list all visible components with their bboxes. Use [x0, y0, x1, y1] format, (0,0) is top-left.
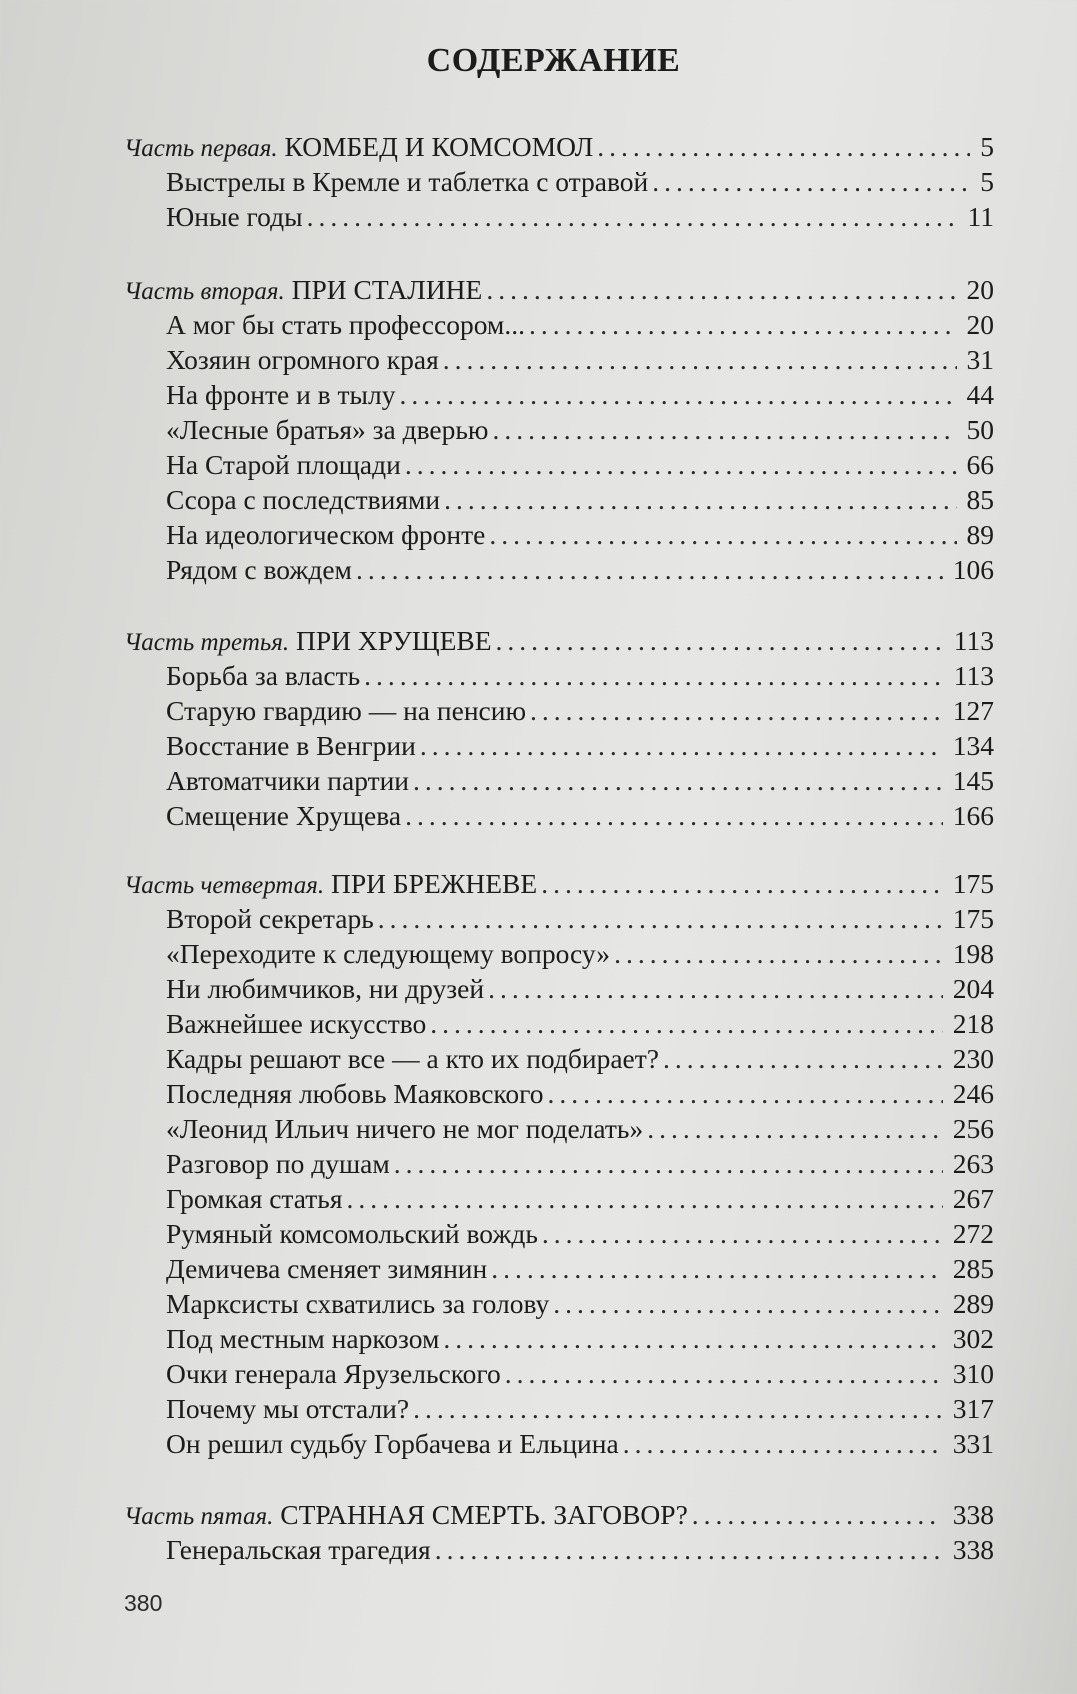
chapter-title: Марксисты схватились за голову [166, 1288, 550, 1319]
part-title: ПРИ БРЕЖНЕВЕ [324, 868, 538, 899]
page-ref: 11 [967, 201, 994, 232]
page-ref: 166 [952, 800, 994, 831]
chapter-entry [166, 1393, 994, 1429]
part-heading [124, 274, 994, 310]
chapter-title: Рядом с вождем [166, 554, 352, 585]
page-ref: 20 [966, 274, 994, 305]
chapter-title: На Старой площади [166, 449, 401, 480]
page-ref: 20 [966, 309, 994, 340]
chapter-title: Борьба за власть [166, 660, 361, 691]
part-heading [124, 131, 994, 167]
chapter-entry [166, 1253, 994, 1289]
leader-dots [547, 1078, 942, 1110]
chapter-title: Разговор по душам [166, 1148, 390, 1179]
page-ref: 285 [952, 1253, 994, 1284]
leader-dots [346, 1183, 942, 1215]
leader-dots [623, 1428, 943, 1460]
chapter-entry [166, 903, 994, 939]
page-ref: 338 [952, 1534, 994, 1565]
chapter-title: «Лесные братья» за дверью [166, 414, 489, 445]
chapter-entry [166, 1113, 994, 1149]
chapter-title: А мог бы стать профессором... [166, 309, 525, 340]
page-ref: 5 [980, 166, 994, 197]
chapter-entry [166, 938, 994, 974]
chapter-title: Смещение Хрущева [166, 800, 402, 831]
page-ref: 338 [952, 1499, 994, 1530]
chapter-entry [166, 765, 994, 801]
page-ref: 310 [952, 1358, 994, 1389]
leader-dots [488, 973, 943, 1005]
leader-dots [542, 1218, 943, 1250]
leader-dots [486, 274, 956, 306]
leader-dots [413, 1393, 943, 1425]
page-ref: 204 [952, 973, 994, 1004]
part-heading [124, 868, 994, 904]
leader-dots [378, 903, 943, 935]
part-title: ПРИ ХРУЩЕВЕ [289, 625, 492, 656]
part-prefix: Часть вторая. [124, 278, 285, 305]
chapter-entry [166, 519, 994, 555]
chapter-title: Важнейшее искусство [166, 1008, 427, 1039]
leader-dots [529, 309, 957, 341]
page-ref: 5 [980, 131, 994, 162]
chapter-title: Кадры решают все — а кто их подбирает? [166, 1043, 659, 1074]
chapter-title: Громкая статья [166, 1183, 343, 1214]
chapter-entry [166, 1534, 994, 1570]
chapter-entry [166, 309, 994, 345]
leader-dots [597, 131, 970, 163]
chapter-entry [166, 166, 994, 202]
page-ref: 175 [952, 868, 994, 899]
chapter-title: «Леонид Ильич ничего не мог поделать» [166, 1113, 644, 1144]
leader-dots [430, 1008, 942, 1040]
chapter-entry [166, 1008, 994, 1044]
page-ref: 31 [966, 344, 994, 375]
chapter-title: Демичева сменяет зимянин [166, 1253, 488, 1284]
chapter-title: Второй секретарь [166, 903, 374, 934]
leader-dots [443, 1323, 942, 1355]
part-prefix: Часть первая. [124, 135, 278, 162]
chapter-title: Автоматчики партии [166, 765, 410, 796]
chapter-entry [166, 1323, 994, 1359]
leader-dots [530, 695, 943, 727]
page-ref: 145 [952, 765, 994, 796]
page-ref: 106 [952, 554, 994, 585]
chapter-title: Ссора с последствиями [166, 484, 441, 515]
page-ref: 331 [952, 1428, 994, 1459]
page-ref: 198 [952, 938, 994, 969]
chapter-title: На фронте и в тылу [166, 379, 396, 410]
page-ref: 302 [952, 1323, 994, 1354]
chapter-entry [166, 1043, 994, 1079]
chapter-entry [166, 1183, 994, 1219]
chapter-entry [166, 554, 994, 590]
page-ref: 113 [953, 660, 994, 691]
chapter-entry [166, 730, 994, 766]
leader-dots [405, 800, 943, 832]
chapter-title: Генеральская трагедия [166, 1534, 431, 1565]
page-ref: 230 [952, 1043, 994, 1074]
leader-dots [400, 379, 957, 411]
leader-dots [663, 1043, 943, 1075]
chapter-title: Ни любимчиков, ни друзей [166, 973, 485, 1004]
chapter-title: Он решил судьбу Горбачева и Ельцина [166, 1428, 619, 1459]
part-title: КОМБЕД И КОМСОМОЛ [277, 131, 594, 162]
page-ref: 256 [952, 1113, 994, 1144]
page-ref: 272 [952, 1218, 994, 1249]
chapter-entry [166, 484, 994, 520]
part-title: ПРИ СТАЛИНЕ [284, 274, 483, 305]
chapter-entry [166, 449, 994, 485]
leader-dots [435, 1534, 943, 1566]
leader-dots [443, 344, 957, 376]
chapter-entry [166, 1218, 994, 1254]
page-ref: 263 [952, 1148, 994, 1179]
page-ref: 44 [966, 379, 994, 410]
chapter-entry [166, 800, 994, 836]
leader-dots [496, 625, 944, 657]
part-heading [124, 1499, 994, 1535]
part-prefix: Часть третья. [124, 629, 290, 656]
page-ref: 89 [966, 519, 994, 550]
chapter-title: На идеологическом фронте [166, 519, 486, 550]
toc-title: СОДЕРЖАНИЕ [426, 42, 681, 79]
leader-dots [420, 730, 943, 762]
chapter-title: Под местным наркозом [166, 1323, 440, 1354]
leader-dots [405, 449, 957, 481]
chapter-entry [166, 414, 994, 450]
chapter-entry [166, 660, 994, 696]
chapter-entry [166, 973, 994, 1009]
page-ref: 218 [952, 1008, 994, 1039]
chapter-title: Старую гвардию — на пенсию [166, 695, 526, 726]
leader-dots [491, 1253, 943, 1285]
chapter-entry [166, 1358, 994, 1394]
page-ref: 85 [966, 484, 994, 515]
chapter-entry [166, 1078, 994, 1114]
chapter-title: Выстрелы в Кремле и таблетка с отравой [166, 166, 649, 197]
part-prefix: Часть четвертая. [124, 872, 325, 899]
chapter-title: Очки генерала Ярузельского [166, 1358, 501, 1389]
chapter-title: Юные годы [166, 201, 303, 232]
leader-dots [492, 414, 956, 446]
leader-dots [541, 868, 943, 900]
leader-dots [307, 201, 958, 233]
leader-dots [647, 1113, 943, 1145]
chapter-entry [166, 1148, 994, 1184]
leader-dots [505, 1358, 943, 1390]
leader-dots [356, 554, 943, 586]
page-ref: 246 [952, 1078, 994, 1109]
page-ref: 66 [966, 449, 994, 480]
chapter-title: Почему мы отстали? [166, 1393, 410, 1424]
part-title: СТРАННАЯ СМЕРТЬ. ЗАГОВОР? [273, 1499, 688, 1530]
chapter-title: Румяный комсомольский вождь [166, 1218, 538, 1249]
leader-dots [444, 484, 956, 516]
chapter-entry [166, 344, 994, 380]
leader-dots [394, 1148, 943, 1180]
part-heading [124, 625, 994, 661]
page-number: 380 [124, 1590, 163, 1616]
leader-dots [489, 519, 956, 551]
chapter-title: Хозяин огромного края [166, 344, 439, 375]
page-ref: 175 [952, 903, 994, 934]
chapter-entry [166, 1428, 994, 1464]
chapter-entry [166, 1288, 994, 1324]
page-ref: 127 [952, 695, 994, 726]
part-prefix: Часть пятая. [124, 1503, 274, 1530]
leader-dots [413, 765, 943, 797]
chapter-title: Восстание в Венгрии [166, 730, 416, 761]
leader-dots [364, 660, 944, 692]
page-ref: 50 [966, 414, 994, 445]
page-ref: 113 [953, 625, 994, 656]
chapter-title: Последняя любовь Маяковского [166, 1078, 544, 1109]
chapter-entry [166, 695, 994, 731]
chapter-entry [166, 379, 994, 415]
page-ref: 267 [952, 1183, 994, 1214]
page-ref: 289 [952, 1288, 994, 1319]
chapter-entry [166, 201, 994, 237]
leader-dots [553, 1288, 942, 1320]
leader-dots [692, 1499, 943, 1531]
leader-dots [652, 166, 970, 198]
chapter-title: «Переходите к следующему вопросу» [166, 938, 611, 969]
page-ref: 134 [952, 730, 994, 761]
leader-dots [614, 938, 943, 970]
page-ref: 317 [952, 1393, 994, 1424]
